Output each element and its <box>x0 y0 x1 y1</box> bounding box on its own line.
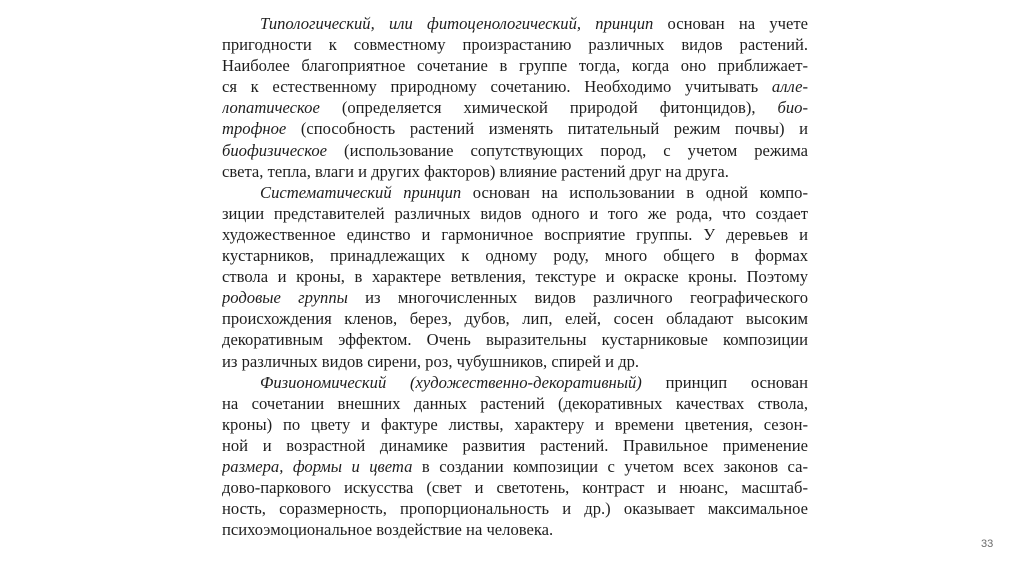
text-segment: основан на использовании в одной компо- <box>461 182 808 202</box>
text-segment: декоративным эффектом. Очень выразительны кустарниковые композиции <box>222 330 808 350</box>
text-segment: из многочисленных видов различного географического <box>347 288 808 308</box>
document-body <box>222 13 808 540</box>
paragraph <box>222 13 808 182</box>
text-segment: ся к естественному природному сочетанию. Необходимо учитывать <box>222 77 772 97</box>
text-segment: зиции представителей различных видов одного и того же рода, что создает <box>222 203 808 223</box>
text-segment: на сочетании внешних данных растений (декоративных качествах ствола, <box>222 393 808 413</box>
text-line <box>222 13 808 34</box>
paragraph <box>222 182 808 372</box>
italic-term: Типологический, или фитоценологический, принцип <box>260 14 654 33</box>
text-line <box>222 435 808 456</box>
italic-term: биофизическое <box>222 140 328 160</box>
text-segment: пригодности к совместному произрастанию различных видов растений. <box>222 35 808 55</box>
text-line <box>222 182 808 203</box>
page-number: 33 <box>981 538 994 550</box>
text-line <box>222 97 808 118</box>
italic-term: алле- <box>771 77 808 97</box>
text-segment: кустарников, принадлежащих к одному роду, много общего в формах <box>222 246 808 266</box>
italic-term: Физиономический (художественно-декоративный) <box>260 372 642 392</box>
paragraph <box>222 372 808 541</box>
text-line <box>222 203 808 224</box>
text-line <box>222 308 808 329</box>
text-line <box>222 329 808 350</box>
text-line <box>222 287 808 308</box>
text-segment: происхождения кленов, берез, дубов, лип, елей, сосен обладают высоким <box>222 309 808 329</box>
text-segment: (определяется химической природой фитонцидов), <box>319 98 778 118</box>
text-segment: дово-паркового искусства (свет и светотень, контраст и нюанс, масштаб- <box>222 478 808 498</box>
text-line <box>222 372 808 393</box>
text-line <box>222 456 808 477</box>
text-segment: ствола и кроны, в характере ветвления, текстуре и окраске кроны. Поэтому <box>222 267 808 287</box>
text-segment: из различных видов сирени, роз, чубушников, спирей и др. <box>222 351 640 371</box>
text-line <box>222 477 808 498</box>
text-segment: в создании композиции с учетом всех законов са- <box>412 456 808 476</box>
text-line <box>222 161 808 182</box>
text-segment: кроны) по цвету и фактуре листвы, характеру и времени цветения, сезон- <box>222 414 808 434</box>
text-line <box>222 140 808 161</box>
text-line <box>222 55 808 76</box>
text-segment: света, тепла, влаги и других факторов) влияние растений друг на друга. <box>222 161 729 181</box>
italic-term: Систематический принцип <box>260 182 462 202</box>
text-line <box>222 34 808 55</box>
text-line <box>222 76 808 97</box>
italic-term: размера, формы и цвета <box>222 456 413 476</box>
text-line <box>222 498 808 519</box>
italic-term: био- <box>777 98 808 118</box>
italic-term: трофное <box>222 119 287 139</box>
text-line <box>222 519 808 540</box>
text-segment: художественное единство и гармоничное восприятие группы. У деревьев и <box>222 224 808 244</box>
text-line <box>222 245 808 266</box>
text-segment: (способность растений изменять питательный режим почвы) и <box>286 119 808 139</box>
text-segment: ной и возрастной динамике развития растений. Правильное применение <box>222 435 808 455</box>
italic-term: родовые группы <box>222 288 348 308</box>
text-line <box>222 224 808 245</box>
text-segment: основан на учете <box>653 14 808 33</box>
text-line <box>222 414 808 435</box>
text-line <box>222 393 808 414</box>
text-segment: ность, соразмерность, пропорциональность и др.) оказывает максимальное <box>222 499 808 519</box>
text-segment: принцип основан <box>641 372 808 392</box>
text-line <box>222 351 808 372</box>
text-segment: Наиболее благоприятное сочетание в группе тогда, когда оно приближает- <box>222 56 808 76</box>
text-line <box>222 118 808 139</box>
italic-term: лопатическое <box>222 98 320 118</box>
text-line <box>222 266 808 287</box>
text-segment: психоэмоциональное воздействие на человека. <box>222 520 554 540</box>
text-segment: (использование сопутствующих пород, с учетом режима <box>327 140 808 160</box>
